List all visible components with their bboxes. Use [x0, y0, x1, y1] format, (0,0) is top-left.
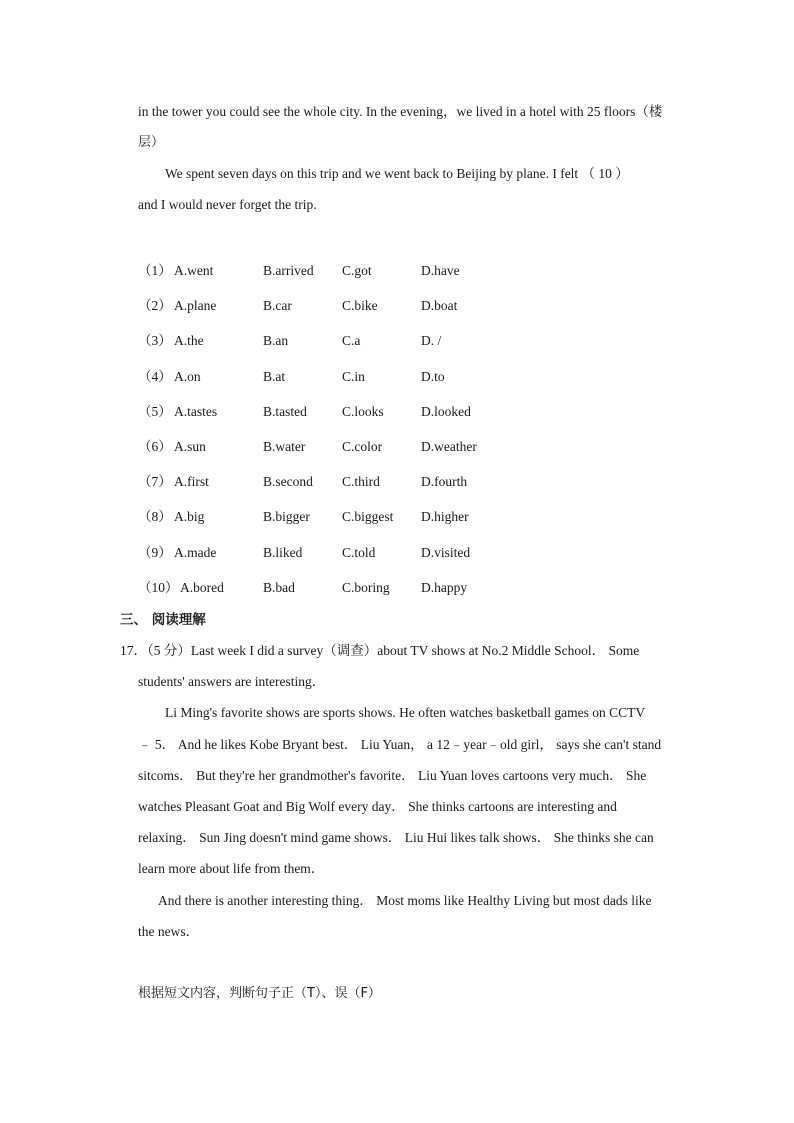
option-b: B.second [263, 474, 313, 490]
option-a: A.plane [174, 298, 217, 314]
option-d: D.fourth [421, 474, 468, 490]
option-d: D.have [421, 263, 460, 278]
option-d: D.higher [421, 509, 469, 525]
question-17-line-8: And there is another interesting thing． Most moms like Healthy Living but most dads like [158, 893, 652, 908]
option-b: B.an [263, 333, 289, 349]
option-d: D.visited [421, 544, 471, 560]
option-d: D.weather [421, 438, 477, 454]
option-a: A.went [174, 263, 214, 278]
option-d: D.looked [421, 403, 471, 419]
passage-line-3: We spent seven days on this trip and we went back to Beijing by plane. I felt （ 10 ） [165, 166, 629, 181]
option-a: A.the [174, 333, 204, 349]
question-17-line-7: learn more about life from them． [138, 861, 325, 876]
option-c: C.boring [342, 579, 390, 595]
question-17-line-6: relaxing． Sun Jing doesn't mind game shows． Liu Hui likes talk shows． She thinks she can [138, 830, 654, 845]
option-c: C.in [342, 368, 365, 384]
passage-line-2: 层） [138, 135, 165, 150]
option-number: （10） [138, 579, 179, 595]
option-number: （9） [138, 544, 172, 560]
option-number: （5） [138, 403, 172, 419]
option-number: （1） [138, 263, 172, 278]
option-b: B.arrived [263, 263, 314, 278]
question-17-line-1: students' answers are interesting． [138, 674, 326, 689]
option-c: C.third [342, 474, 380, 490]
option-a: A.bored [180, 579, 224, 595]
question-17-line-5: watches Pleasant Goat and Big Wolf every day． She thinks cartoons are interesting and [138, 799, 617, 814]
option-number: （8） [138, 509, 172, 525]
option-a: A.on [174, 368, 201, 384]
question-17-header: 17．（5 分）Last week I did a survey（调查）about TV shows at No.2 Middle School． Some [120, 643, 640, 658]
option-a: A.big [174, 509, 205, 525]
option-a: A.first [174, 474, 209, 490]
passage-line-4: and I would never forget the trip. [138, 197, 317, 212]
option-number: （3） [138, 333, 172, 349]
option-d: D.boat [421, 298, 458, 314]
option-number: （6） [138, 438, 172, 454]
section-heading: 三、 阅读理解 [120, 612, 206, 628]
question-17-line-3: ﹣ 5． And he likes Kobe Bryant best． Liu Yuan， a 12﹣year﹣old girl， says she can't stand [138, 737, 662, 752]
option-b: B.tasted [263, 403, 307, 419]
option-a: A.made [174, 544, 217, 560]
option-b: B.liked [263, 544, 303, 560]
option-a: A.tastes [174, 403, 218, 419]
passage-line-1: in the tower you could see the whole city. In the evening，we lived in a hotel with 25 floors（楼 [138, 104, 663, 119]
option-d: D.to [421, 368, 445, 384]
option-b: B.bad [263, 579, 295, 595]
option-b: B.at [263, 368, 286, 384]
option-c: C.biggest [342, 509, 394, 525]
option-b: B.car [263, 298, 292, 314]
option-b: B.water [263, 438, 306, 454]
option-b: B.bigger [263, 509, 310, 525]
option-c: C.a [342, 333, 361, 349]
question-17-line-9: the news． [138, 924, 200, 939]
option-c: C.bike [342, 298, 378, 314]
option-c: C.color [342, 438, 383, 454]
option-number: （4） [138, 368, 172, 384]
question-17-line-4: sitcoms． But they're her grandmother's favorite． Liu Yuan loves cartoons very much． She [138, 768, 647, 783]
option-number: （2） [138, 298, 172, 314]
option-c: C.got [342, 263, 372, 278]
option-c: C.told [342, 544, 376, 560]
option-c: C.looks [342, 403, 384, 419]
option-number: （7） [138, 474, 172, 490]
question-17-instruction: 根据短文内容，判断句子正（T）、误（F） [138, 986, 381, 1001]
option-a: A.sun [174, 438, 206, 454]
question-17-line-2: Li Ming's favorite shows are sports shows. He often watches basketball games on CCTV [165, 705, 646, 720]
option-d: D. / [421, 333, 442, 349]
option-d: D.happy [421, 579, 468, 595]
